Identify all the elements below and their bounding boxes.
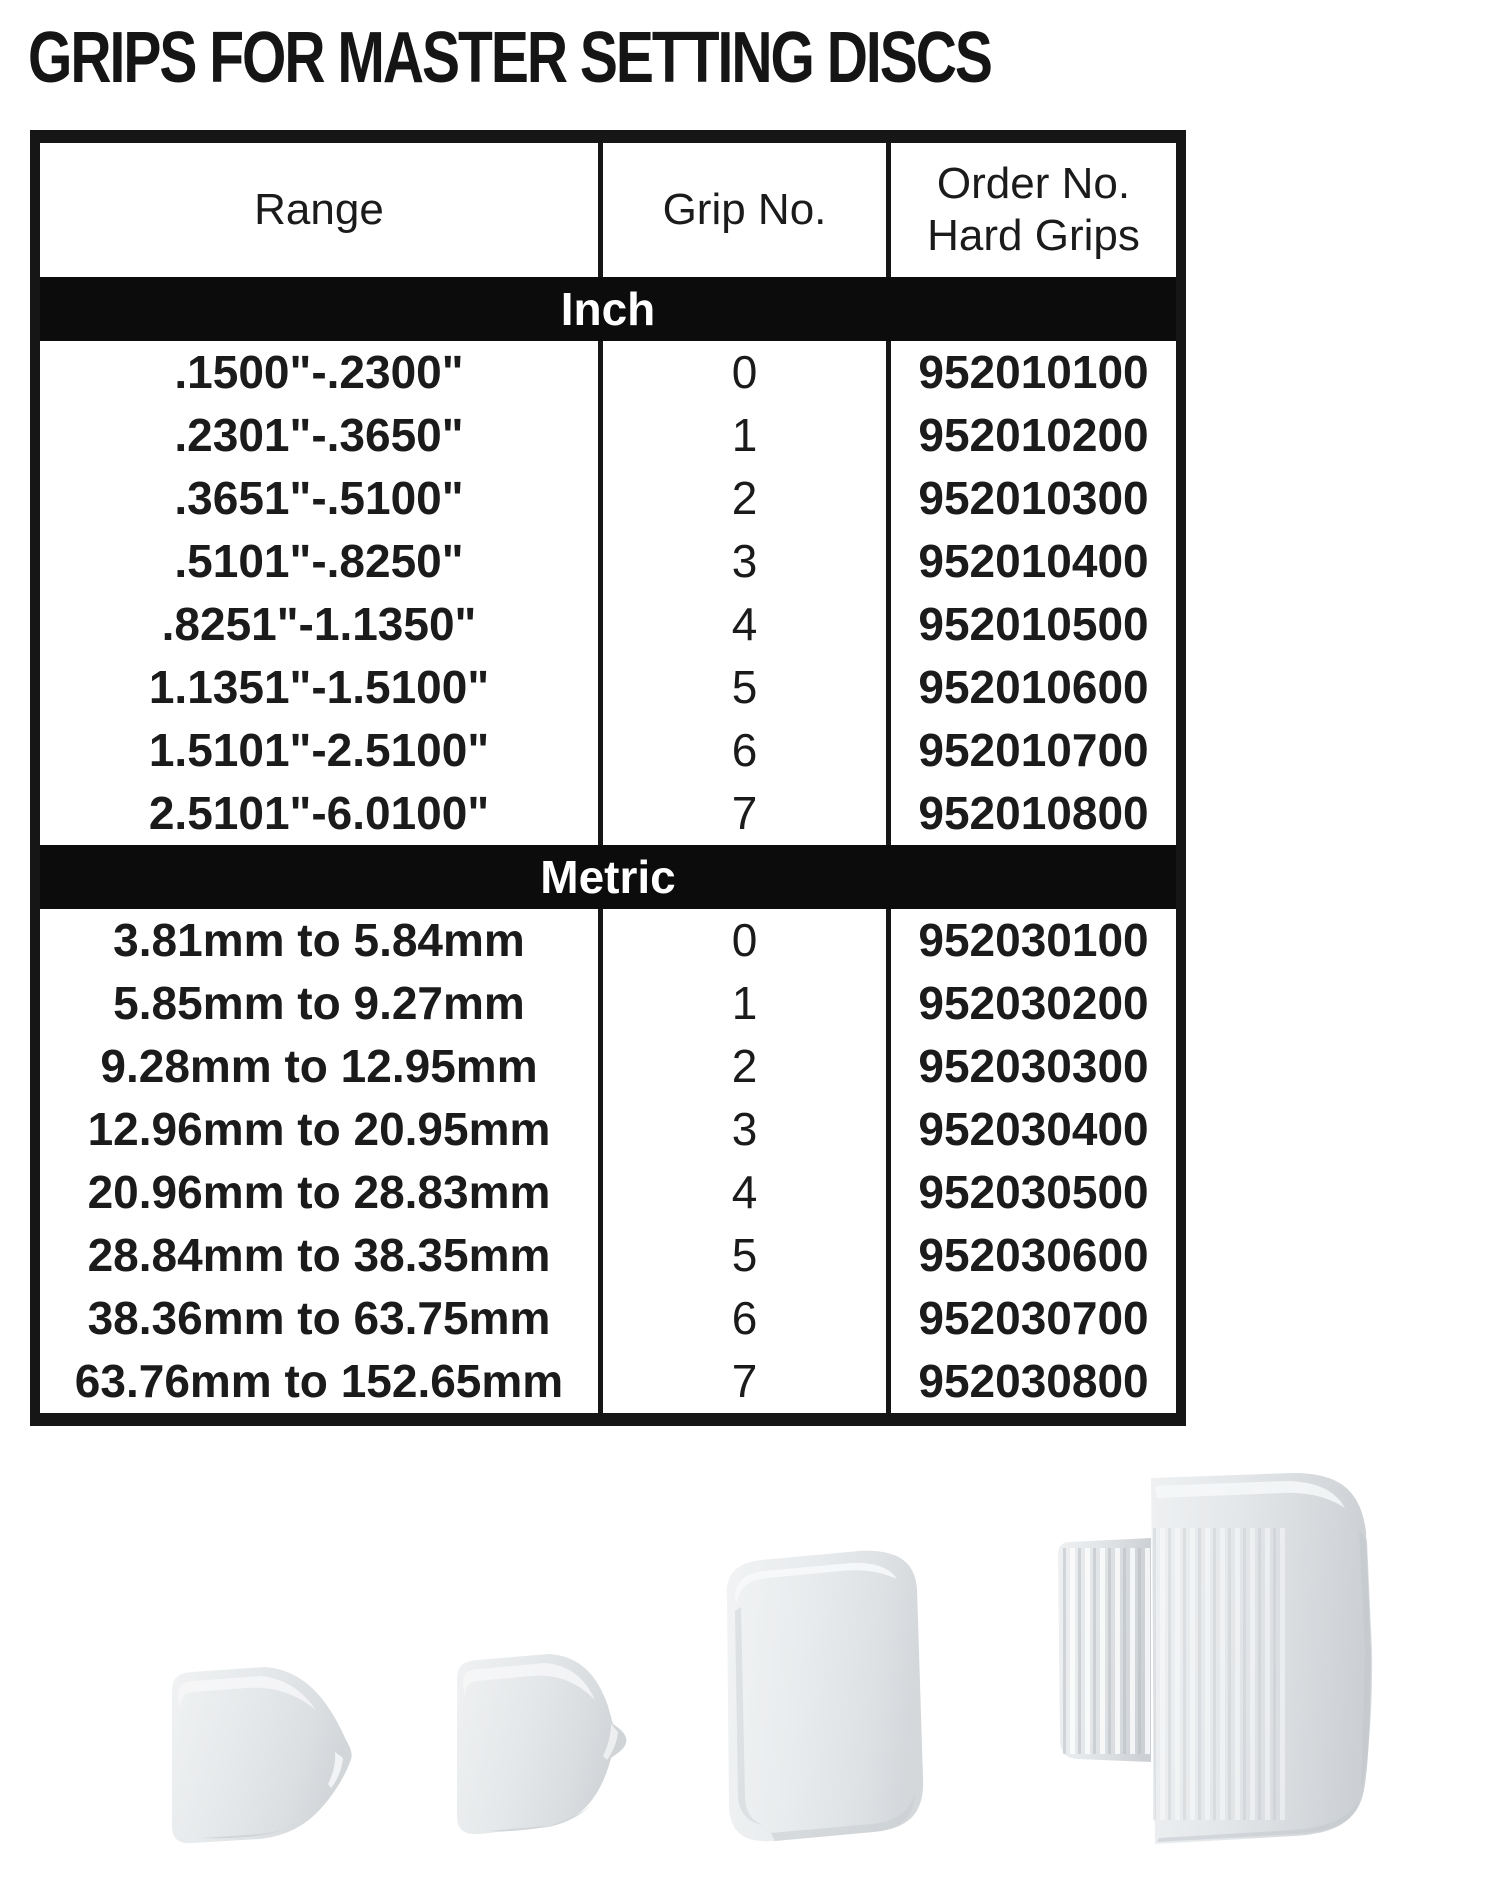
range-cell: 3.81mm to 5.84mm	[113, 914, 525, 967]
grip-no-cell: 4	[598, 593, 886, 656]
order-no-cell: 952010100	[886, 341, 1176, 404]
order-no-cell: 952010800	[886, 782, 1176, 845]
order-no-cell: 952030400	[886, 1098, 1176, 1161]
grip-no-cell: 2	[598, 1035, 886, 1098]
table-row	[40, 1350, 1176, 1413]
grip-no-cell: 5	[598, 656, 886, 719]
order-no-cell: 952010200	[886, 404, 1176, 467]
grip-no-cell: 2	[598, 467, 886, 530]
header-grip-no: Grip No.	[598, 143, 886, 277]
order-no-cell: 952010700	[886, 719, 1176, 782]
table-row	[40, 467, 1176, 530]
order-no-cell: 952010600	[886, 656, 1176, 719]
range-cell: 28.84mm to 38.35mm	[87, 1229, 551, 1282]
table-header-row	[40, 143, 1176, 277]
grip-photo-smallest	[162, 1662, 360, 1847]
range-cell: .3651"-.5100"	[174, 472, 464, 525]
range-cell: .5101"-.8250"	[174, 535, 464, 588]
grip-photo-small	[445, 1648, 635, 1843]
table-row	[40, 1098, 1176, 1161]
order-no-cell: 952010400	[886, 530, 1176, 593]
order-no-cell: 952030200	[886, 972, 1176, 1035]
grip-no-cell: 1	[598, 404, 886, 467]
order-no-cell: 952030800	[886, 1350, 1176, 1413]
table-row	[40, 782, 1176, 845]
table-row	[40, 719, 1176, 782]
range-cell: 2.5101"-6.0100"	[148, 787, 490, 840]
range-cell: .8251"-1.1350"	[161, 598, 477, 651]
section-band: Metric	[40, 845, 1176, 909]
grip-photo-medium	[711, 1545, 935, 1847]
range-cell: .1500"-.2300"	[174, 346, 464, 399]
header-range: Range	[254, 184, 384, 234]
grip-no-cell: 0	[598, 909, 886, 972]
order-no-cell: 952030600	[886, 1224, 1176, 1287]
section-band: Inch	[40, 277, 1176, 341]
order-no-cell: 952010300	[886, 467, 1176, 530]
grip-no-cell: 1	[598, 972, 886, 1035]
table-row	[40, 1161, 1176, 1224]
range-cell: 1.1351"-1.5100"	[148, 661, 490, 714]
grip-no-cell: 7	[598, 782, 886, 845]
grip-no-cell: 0	[598, 341, 886, 404]
range-cell: 9.28mm to 12.95mm	[100, 1040, 538, 1093]
header-order-no	[886, 143, 1176, 277]
grip-no-cell: 5	[598, 1224, 886, 1287]
page-title: GRIPS FOR MASTER SETTING DISCS	[28, 17, 991, 99]
order-no-cell: 952030300	[886, 1035, 1176, 1098]
product-photo	[0, 1440, 1500, 1896]
order-no-cell: 952030500	[886, 1161, 1176, 1224]
grip-photo-largest	[1055, 1470, 1375, 1850]
range-cell: .2301"-.3650"	[174, 409, 464, 462]
grip-no-cell: 3	[598, 1098, 886, 1161]
table-row	[40, 656, 1176, 719]
grip-no-cell: 4	[598, 1161, 886, 1224]
grips-table	[30, 130, 1186, 1426]
grip-no-cell: 6	[598, 719, 886, 782]
range-cell: 20.96mm to 28.83mm	[87, 1166, 551, 1219]
header-order-no-line2: Hard Grips	[927, 211, 1140, 260]
range-cell: 38.36mm to 63.75mm	[87, 1292, 551, 1345]
table-row	[40, 404, 1176, 467]
grip-no-cell: 3	[598, 530, 886, 593]
header-order-no-line1: Order No.	[936, 159, 1131, 209]
table-row	[40, 1224, 1176, 1287]
order-no-cell: 952030100	[886, 909, 1176, 972]
order-no-cell: 952030700	[886, 1287, 1176, 1350]
grip-no-cell: 6	[598, 1287, 886, 1350]
range-cell: 63.76mm to 152.65mm	[74, 1355, 564, 1408]
table-row	[40, 909, 1176, 972]
table-row	[40, 972, 1176, 1035]
table-row	[40, 341, 1176, 404]
order-no-cell: 952010500	[886, 593, 1176, 656]
table-row	[40, 530, 1176, 593]
table-row	[40, 1287, 1176, 1350]
grip-no-cell: 7	[598, 1350, 886, 1413]
range-cell: 5.85mm to 9.27mm	[113, 977, 525, 1030]
range-cell: 1.5101"-2.5100"	[148, 724, 490, 777]
table-row	[40, 593, 1176, 656]
table-row	[40, 1035, 1176, 1098]
range-cell: 12.96mm to 20.95mm	[87, 1103, 551, 1156]
